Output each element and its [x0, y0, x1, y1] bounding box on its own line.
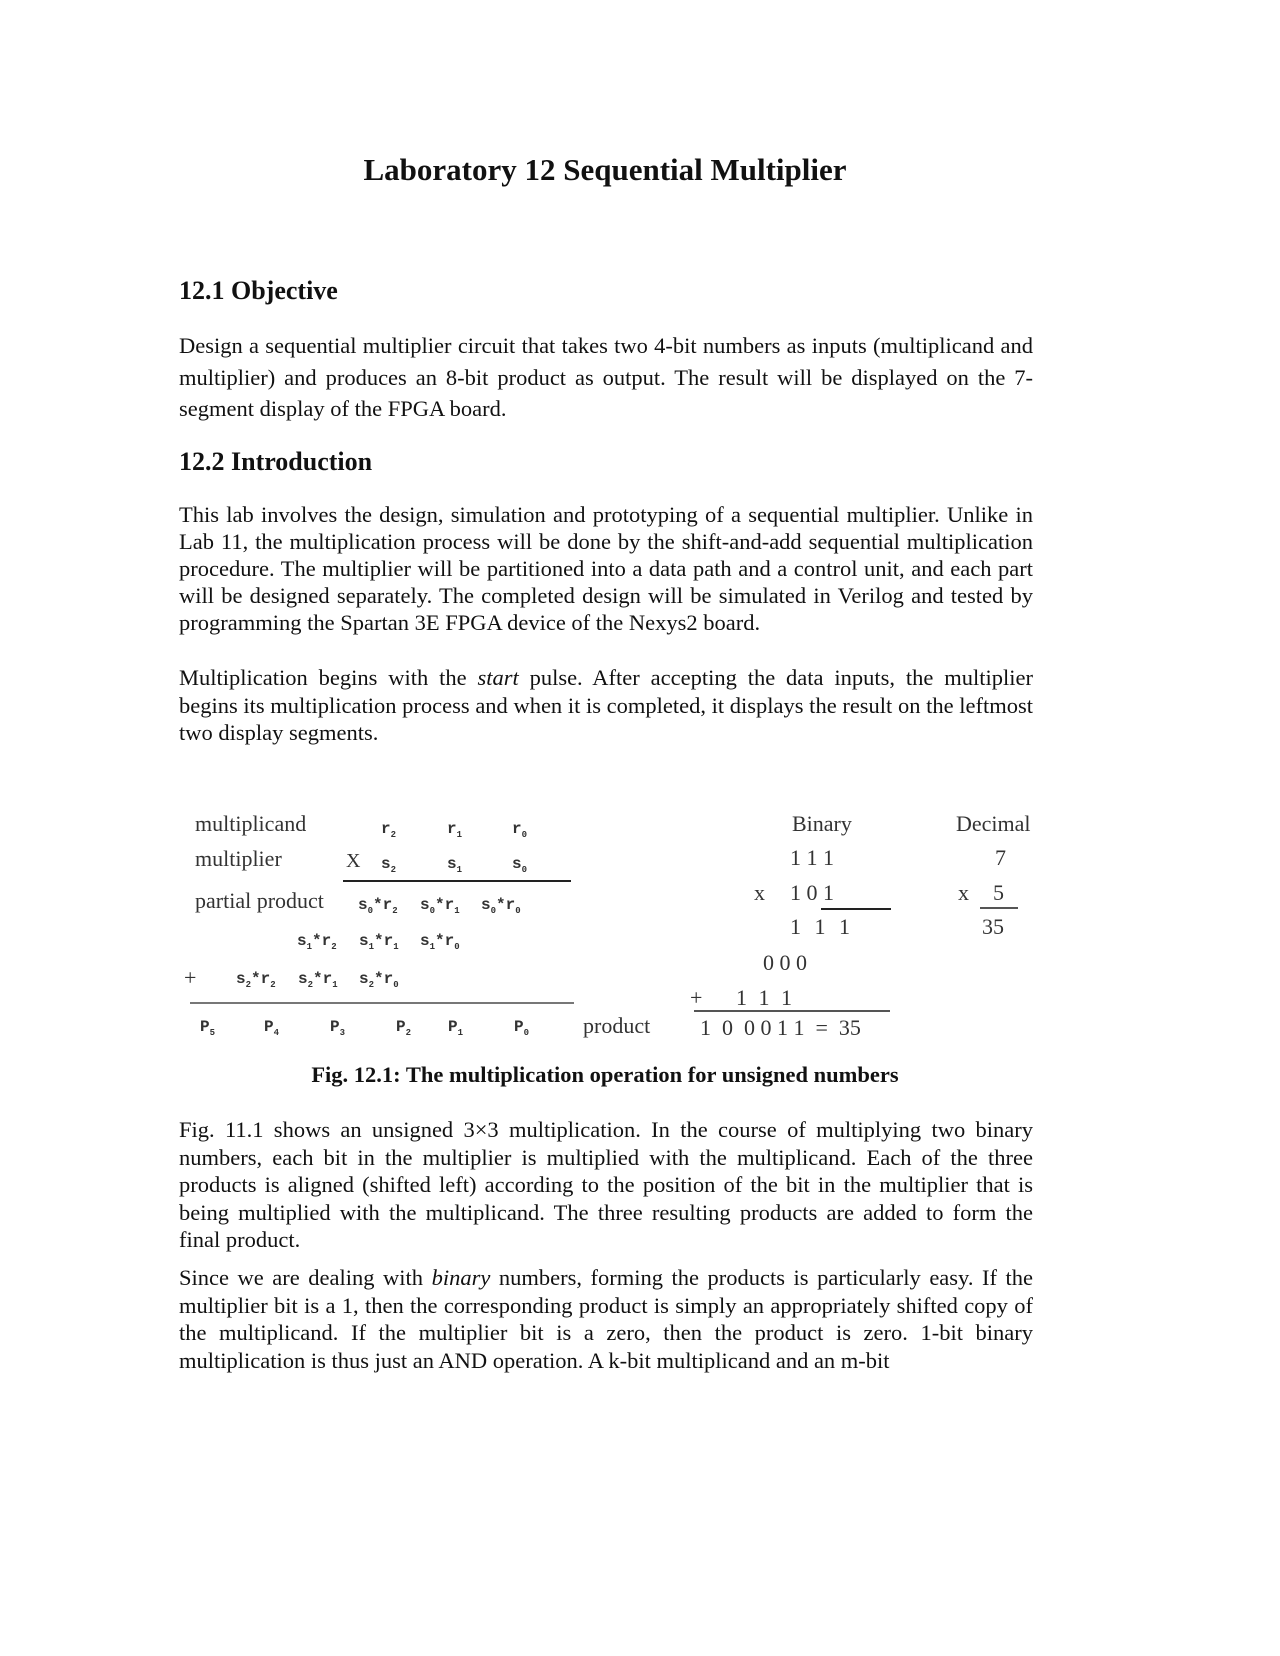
- label-product: product: [583, 1013, 651, 1038]
- term: $s_1$: [447, 855, 463, 876]
- term: $P_5$: [200, 1018, 216, 1039]
- intro-paragraph-1: This lab involves the design, simulation and prototyping of a sequential multiplier. Unlike in Lab 11, the multiplication process will be done by the shift-and-add sequential multiplication procedure. The multiplier will be partitioned into a data path and a control unit, and each part will be designed separately. The completed design will be simulated in Verilog and tested by programming the Spartan 3E FPGA device of the Nexys2 board.: [179, 502, 1033, 635]
- rule: [190, 1002, 574, 1004]
- binary-multiplier: 1 0 1: [790, 880, 834, 905]
- term: $s_1*r_2$: [297, 932, 337, 953]
- body-paragraph-1: Fig. 11.1 shows an unsigned 3×3 multiplication. In the course of multiplying two binary numbers, each bit in the multiplier is multiplied with the multiplicand. Each of the three products is aligned (shifted left) according to the position of the bit in the multiplier that is being multiplied with the multiplicand. The three resulting products are added to form the final product.: [179, 1117, 1033, 1252]
- decimal-multiplier: 5: [993, 880, 1004, 905]
- binary-partial-3: 1 1 1: [736, 985, 792, 1010]
- label-partial-product: partial product: [195, 888, 324, 913]
- term: $s_0*r_0$: [481, 896, 521, 917]
- times-sign: X: [346, 850, 361, 872]
- term: $s_2*r_2$: [236, 970, 276, 991]
- times-sign: x: [754, 880, 765, 905]
- term: $s_2$: [381, 855, 397, 876]
- rule: [343, 880, 571, 882]
- term: $P_2$: [396, 1018, 412, 1039]
- binary-result: 1 0 0 0 1 1 = 35: [700, 1015, 861, 1040]
- term: $s_2*r_0$: [359, 970, 399, 991]
- term: $P_4$: [264, 1018, 280, 1039]
- term: $r_2$: [381, 820, 397, 841]
- page-title: Laboratory 12 Sequential Multiplier: [363, 152, 847, 187]
- decimal-heading: Decimal: [956, 811, 1031, 836]
- term: $r_1$: [447, 820, 463, 841]
- decimal-multiplicand: 7: [995, 845, 1006, 870]
- term: $P_1$: [448, 1018, 464, 1039]
- term: $s_0*r_2$: [358, 896, 398, 917]
- plus-sign: +: [690, 985, 703, 1010]
- label-multiplier: multiplier: [195, 846, 282, 871]
- figure-caption: Fig. 12.1: The multiplication operation for unsigned numbers: [311, 1062, 899, 1087]
- term: $r_0$: [512, 820, 528, 841]
- intro-paragraph-2: Multiplication begins with the start pulse. After accepting the data inputs, the multiplier begins its multiplication process and when it is completed, it displays the result on the leftmost two display segments.: [179, 665, 1033, 745]
- binary-heading: Binary: [792, 811, 852, 836]
- rule: [821, 908, 891, 910]
- term: $P_3$: [330, 1018, 346, 1039]
- term: $s_0*r_1$: [420, 896, 460, 917]
- objective-paragraph: Design a sequential multiplier circuit that takes two 4-bit numbers as inputs (multiplicand and multiplier) and produces an 8-bit product as output. The result will be displayed on the 7-segment display of the FPGA board.: [179, 333, 1033, 421]
- section-heading-objective: 12.1 Objective: [179, 276, 338, 305]
- decimal-result: 35: [982, 914, 1004, 939]
- binary-partial-2: 0 0 0: [763, 950, 807, 975]
- binary-multiplicand: 1 1 1: [790, 845, 834, 870]
- binary-partial-1: 1 1 1: [790, 914, 850, 939]
- term: $s_1*r_0$: [420, 932, 460, 953]
- term: $P_0$: [514, 1018, 530, 1039]
- times-sign: x: [958, 880, 969, 905]
- body-paragraph-2: Since we are dealing with binary numbers, forming the products is particularly easy. If the multiplier bit is a 1, then the corresponding product is simply an appropriately shifted copy of the multiplicand. If the multiplier bit is a zero, then the product is zero. 1-bit binary multiplication is thus just an AND operation. A k-bit multiplicand and an m-bit: [179, 1265, 1033, 1373]
- section-heading-introduction: 12.2 Introduction: [179, 447, 373, 476]
- term: $s_1*r_1$: [359, 932, 399, 953]
- term: $s_0$: [512, 855, 528, 876]
- term: $s_2*r_1$: [298, 970, 338, 991]
- rule: [694, 1010, 890, 1012]
- label-multiplicand: multiplicand: [195, 811, 307, 836]
- plus-sign: +: [184, 965, 197, 990]
- rule: [980, 907, 1018, 909]
